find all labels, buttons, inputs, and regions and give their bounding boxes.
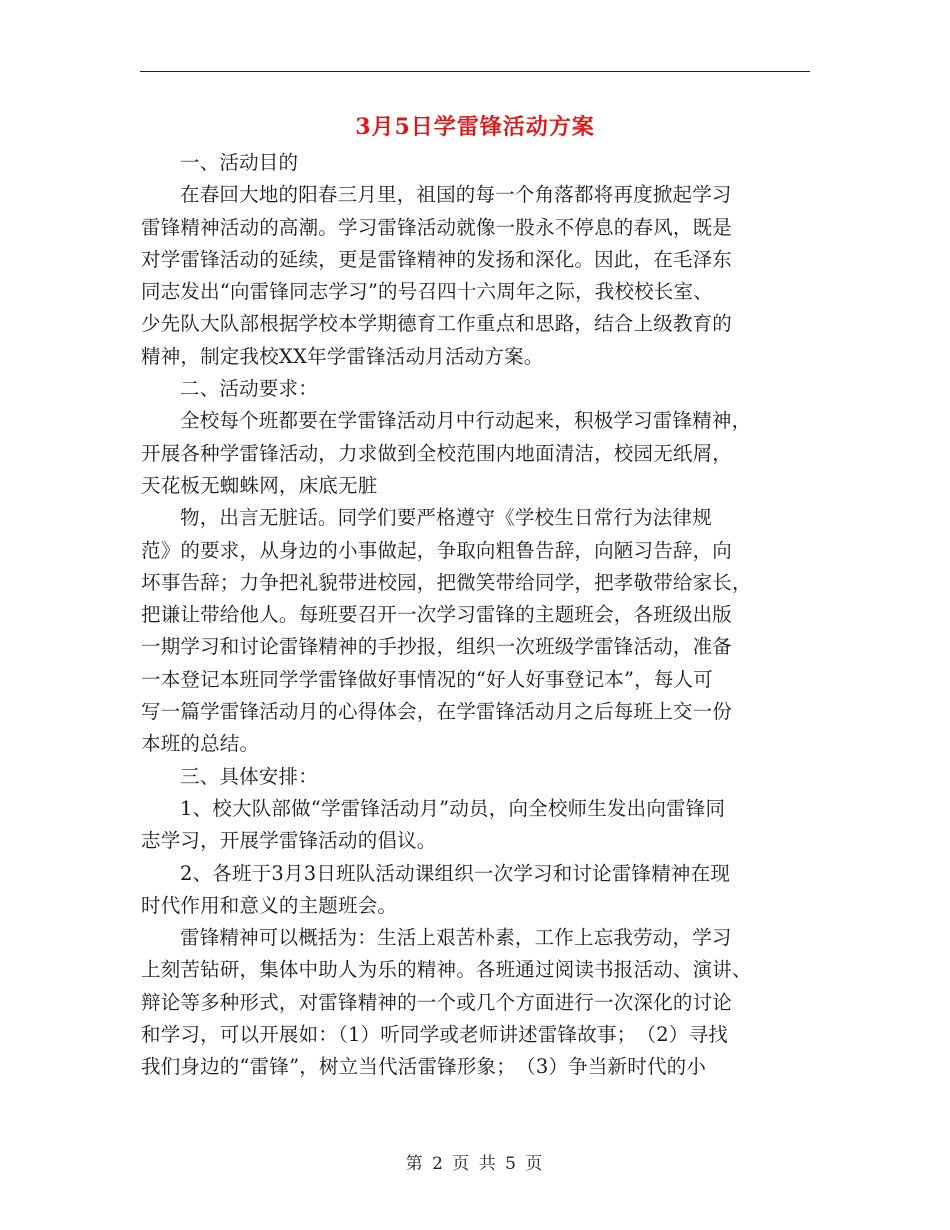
text-line: 写一篇学雷锋活动月的心得体会，在学雷锋活动月之后每班上交一份 — [141, 700, 733, 724]
text-line: 我们身边的“雷锋”，树立当代活雷锋形象； （3）争当新时代的小 — [141, 1055, 707, 1079]
heading-activity-purpose — [141, 147, 811, 179]
text-line: 本班的总结。 — [141, 732, 260, 756]
text-line: 把谦让带给他人。每班要召开一次学习雷锋的主题班会，各班级出版 — [141, 603, 733, 627]
page-number-footer: 第 2 页 共 5 页 — [405, 1154, 545, 1174]
paragraph-requirements-2 — [141, 502, 811, 760]
text-line: 开展各种学雷锋活动，力求做到全校范围内地面清洁，校园无纸屑， — [141, 441, 733, 465]
paragraph-arrangement-1 — [141, 793, 811, 858]
paragraph-requirements-1 — [141, 405, 811, 502]
paragraph-arrangement-2 — [141, 858, 811, 923]
document-body — [141, 147, 811, 1084]
text-line: 雷锋精神活动的高潮。学习雷锋活动就像一股永不停息的春风，既是 — [141, 215, 733, 239]
text-line: 雷锋精神可以概括为：生活上艰苦朴素，工作上忘我劳动，学习 — [180, 926, 732, 950]
heading-activity-requirements — [141, 373, 811, 405]
text-line: 对学雷锋活动的延续，更是雷锋精神的发扬和深化。因此，在毛泽东 — [141, 247, 733, 271]
text-line: 志学习，开展学雷锋活动的倡议。 — [141, 829, 437, 853]
text-line: 物，出言无脏话。同学们要严格遵守《学校生日常行为法律规 — [180, 506, 712, 530]
text-line: 1、校大队部做“学雷锋活动月”动员，向全校师生发出向雷锋同 — [180, 796, 726, 820]
text-line: 精神，制定我校XX年学雷锋活动月活动方案。 — [141, 344, 544, 368]
text-line: 2、各班于3月3日班队活动课组织一次学习和讨论雷锋精神在现 — [180, 861, 731, 885]
text-line: 一、活动目的 — [180, 151, 299, 174]
paragraph-purpose — [141, 179, 811, 373]
text-line: 少先队大队部根据学校本学期德育工作重点和思路，结合上级教育的 — [141, 312, 733, 336]
text-line: 一期学习和讨论雷锋精神的手抄报，组织一次班级学雷锋活动，准备 — [141, 635, 733, 659]
text-line: 和学习，可以开展如：（1）听同学或老师讲述雷锋故事； （2）寻找 — [141, 1023, 728, 1047]
text-line: 同志发出“向雷锋同志学习”的号召四十六周年之际，我校校长室、 — [141, 280, 713, 304]
text-line: 在春回大地的阳春三月里，祖国的每一个角落都将再度掀起学习 — [180, 183, 732, 207]
text-line: 一本登记本班同学学雷锋做好事情况的“好人好事登记本”，每人可 — [141, 667, 713, 691]
text-line: 天花板无蜘蛛网，床底无脏 — [141, 473, 378, 497]
text-line: 范》的要求，从身边的小事做起，争取向粗鲁告辞，向陋习告辞，向 — [141, 538, 733, 562]
heading-specific-arrangements — [141, 761, 811, 793]
text-line: 坏事告辞；力争把礼貌带进校园，把微笑带给同学，把孝敬带给家长， — [141, 570, 752, 594]
text-line: 全校每个班都要在学雷锋活动月中行动起来，积极学习雷锋精神， — [180, 409, 752, 433]
header-rule — [140, 71, 810, 72]
text-line: 时代作用和意义的主题班会。 — [141, 893, 398, 917]
text-line: 二、活动要求： — [180, 377, 318, 401]
document-title: 3月5日学雷锋活动方案 — [355, 114, 595, 140]
text-line: 上刻苦钻研，集体中助人为乐的精神。各班通过阅读书报活动、演讲、 — [141, 958, 752, 982]
paragraph-leifeng-spirit — [141, 922, 811, 1083]
text-line: 三、具体安排： — [180, 764, 318, 788]
text-line: 辩论等多种形式，对雷锋精神的一个或几个方面进行一次深化的讨论 — [141, 990, 733, 1014]
